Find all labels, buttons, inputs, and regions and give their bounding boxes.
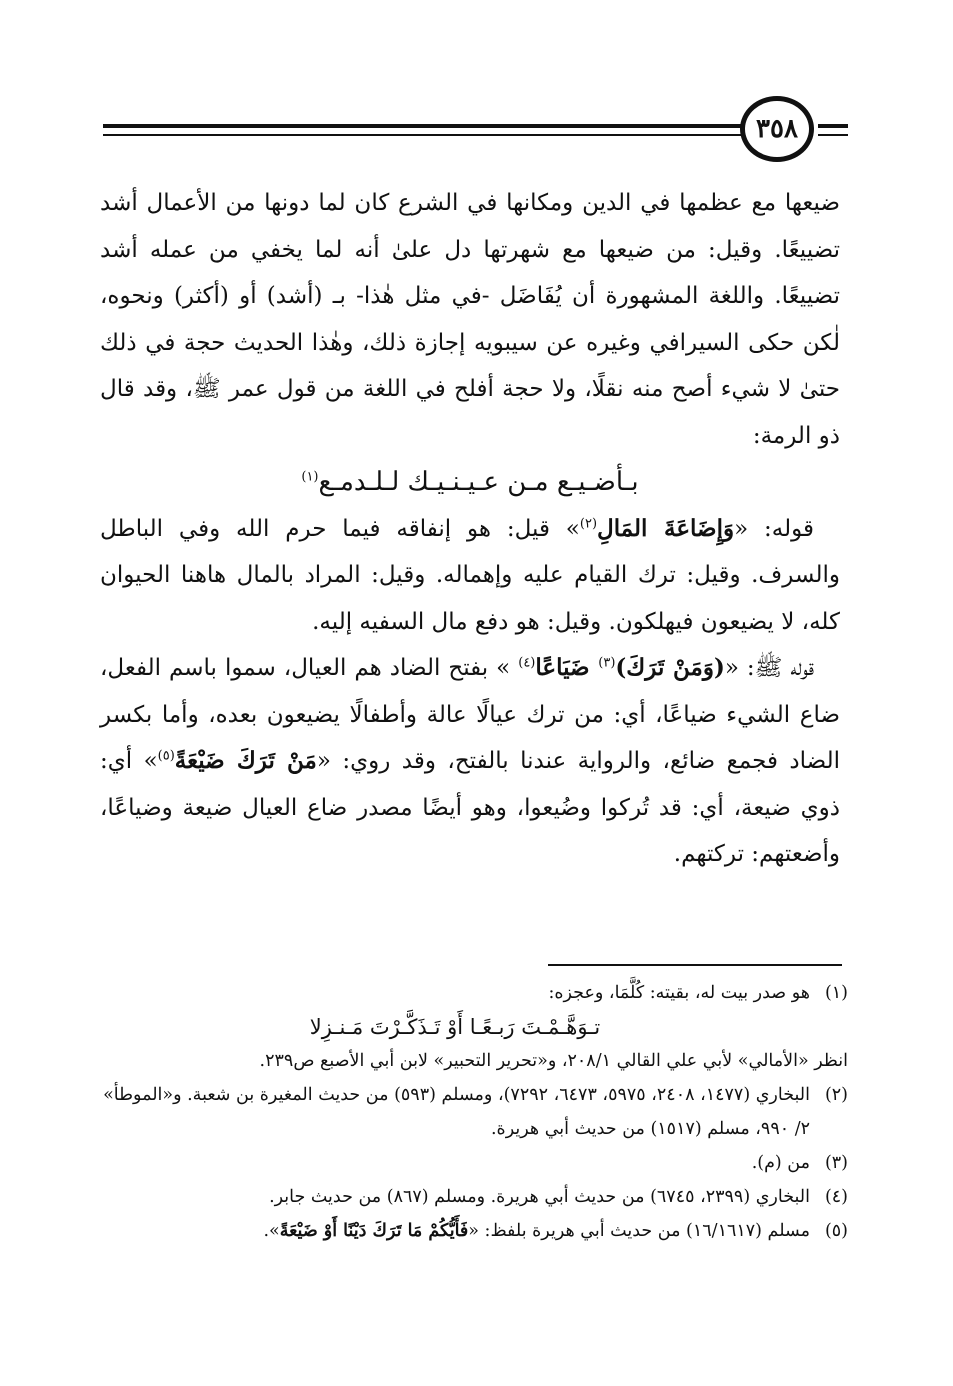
footnote-2 [100, 1078, 848, 1146]
main-text [100, 180, 840, 878]
footnote-number: (٢) [824, 1085, 848, 1105]
footnote-text: من (م). [751, 1153, 810, 1173]
footnote-1-continued: انظر «الأمالي» لأبي علي القالي ٢٠٨/١، و«تحرير التحبير» لابن أبي الأصبع ص٢٣٩. [259, 1051, 848, 1071]
footnote-body [100, 1214, 810, 1248]
footnote-number: (١) [824, 983, 848, 1003]
para2-text: » قيل: هو إنفاقه فيما حرم الله وفي الباطل والسرف. وقيل: ترك القيام عليه وإهماله. وقيل: المراد بالمال هاهنا الحيوان كله، لا يضيعون فيهلكون. وقيل: هو دفع مال السفيه إليه. [100, 515, 840, 635]
header-rule-thin [103, 134, 743, 136]
footnote-ref-3: (٣) [598, 655, 616, 671]
footnote-ref-5: (٥) [157, 748, 175, 764]
footnote-number: (٤) [824, 1187, 848, 1207]
paragraph-2 [100, 506, 840, 646]
footnote-text: البخاري (٢٣٩٩، ٦٧٤٥) من حديث أبي هريرة. ومسلم (٨٦٧) من حديث جابر. [269, 1187, 810, 1207]
footnotes [100, 976, 848, 1248]
footnote-text: مسلم (١٦/١٦١٧) من حديث أبي هريرة بلفظ: « [468, 1221, 810, 1241]
page-header [0, 0, 953, 170]
para3-text: » بفتح الضاد هم العيال، سموا باسم الفعل، ضاع الشيء ضياعًا، أي: من ترك عيالًا عالة وأطفالًا يضيعون بعده، وأما بكسر الضاد فجمع ضائع، والرواية عندنا بالفتح، وقد روي: « [100, 655, 841, 774]
footnote-1 [100, 976, 848, 1044]
paragraph-3 [100, 645, 840, 878]
footnote-number: (٣) [824, 1153, 848, 1173]
header-rule-right-thin [818, 134, 848, 136]
para3-lead: قوله ﷺ: « [724, 655, 814, 681]
footnote-3 [100, 1146, 848, 1180]
footnote-ref-4: (٤) [518, 655, 536, 671]
footnote-4 [100, 1180, 848, 1214]
page-number: ٣٥٨ [740, 96, 814, 162]
para3-text-end: » أي: ذوي ضيعة، أي: قد تُركوا وضُيعوا، وهو أيضًا مصدر ضاع العيال ضيعة وضياعًا، وأضعتهم: تركتهم. [100, 748, 840, 867]
footnote-ref-2: (٢) [579, 515, 598, 531]
verse-line [100, 459, 840, 506]
footnote-quote: فَأَيُّكُمْ مَا تَرَكَ دَيْنًا أَوْ ضَيْعَةً [279, 1221, 469, 1241]
hadith-quote-3: ضَيَاعًا [535, 654, 599, 681]
footnote-ref-1: (١) [301, 469, 319, 485]
paragraph-1: ضيعها مع عظمها في الدين ومكانها في الشرع كان لما دونها من الأعمال أشد تضييعًا. وقيل: من ضيعها مع شهرتها دل علىٰ أنه لما يخفي من عمله أشد تضييعًا. واللغة المشهورة أن يُفَاضَل -في مثل هٰذا- بـ (أشد) أو (أكثر) ونحوه، لٰكن حكى السيرافي وغيره عن سيبويه إجازة ذلك، وهٰذا الحديث حجة في ذلك حتىٰ لا شيء أصح منه نقلًا، ولا حجة أفلح في اللغة من قول عمر ﷺ، وقد قال ذو الرمة: [100, 190, 840, 449]
footnote-5 [100, 1214, 848, 1248]
header-rule-right [818, 124, 848, 128]
footnote-text: البخاري (١٤٧٧، ٢٤٠٨، ٥٩٧٥، ٦٤٧٣، ٧٢٩٢)، ومسلم (٥٩٣) من حديث المغيرة بن شعبة. و«الموطأ» ٢/ ٩٩٠، مسلم (١٥١٧) من حديث أبي هريرة. [103, 1085, 810, 1139]
footnote-separator [548, 964, 842, 966]
hadith-quote-4: مَنْ تَرَكَ ضَيْعَةً [174, 747, 317, 774]
hadith-quote-2: (وَمَنْ تَرَكَ) [615, 654, 725, 681]
footnote-end: ». [263, 1221, 280, 1241]
footnote-verse: تـوَهَّـمْـتَ رَبـعًـا أَوْ تَـذَكَّـرْتَ مَـنـزِلا [309, 1015, 601, 1039]
para2-lead: قوله: « [734, 515, 814, 542]
header-rule-thick [103, 124, 743, 128]
verse-text: بـأضـيـع مـن عـيـنـيـك لـلـدمـع [318, 467, 639, 497]
footnote-number: (٥) [824, 1221, 848, 1241]
hadith-quote-1: وَإِضَاعَةَ المَالِ [597, 514, 735, 542]
footnote-text: هو صدر بيت له، بقيته: كُلَّمَا، وعجزه: [548, 983, 810, 1003]
